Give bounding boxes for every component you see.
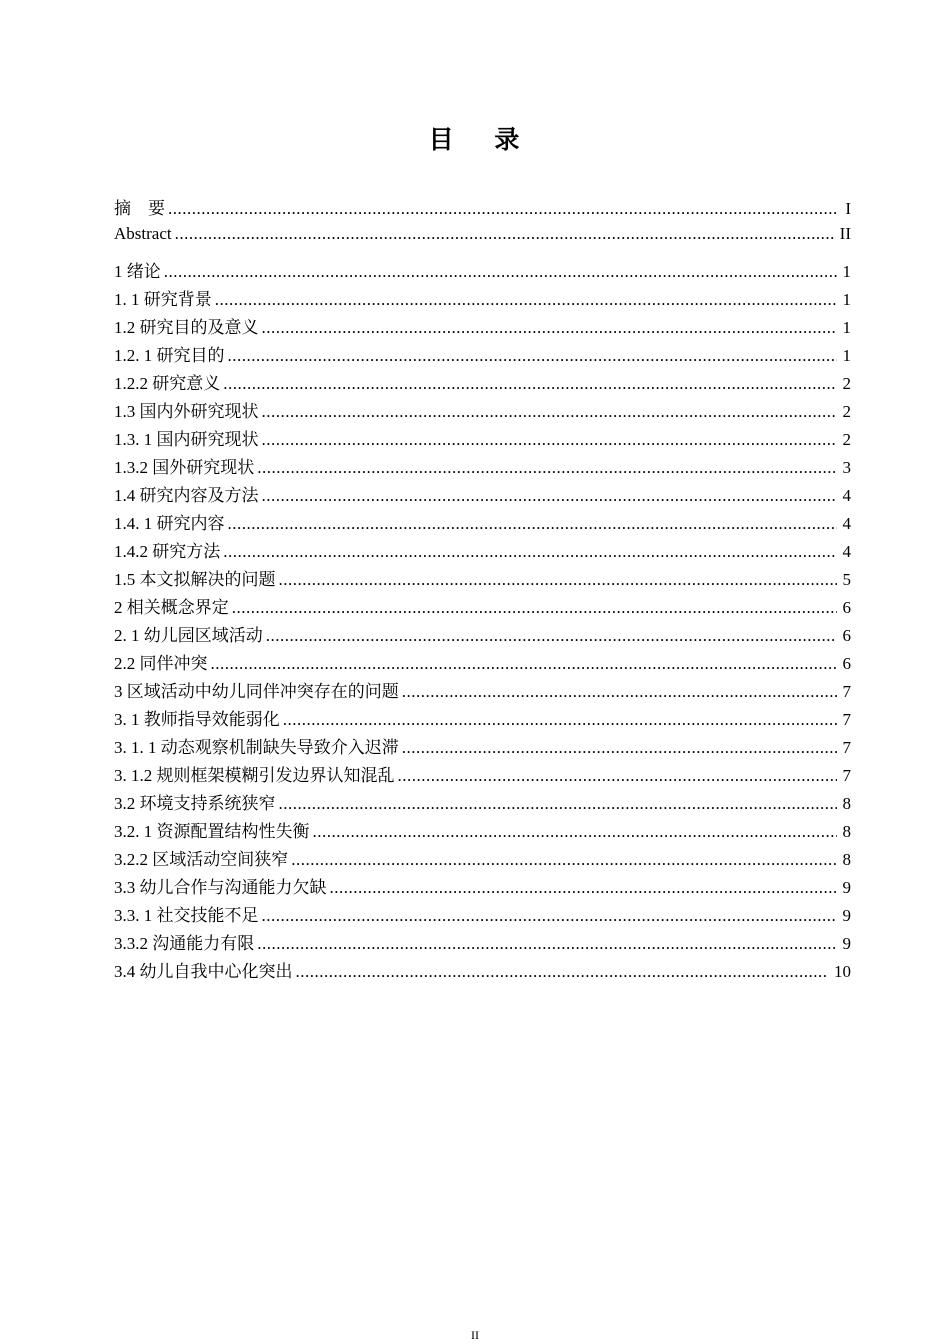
toc-leader-dots	[296, 962, 829, 982]
toc-entry-page: 6	[842, 654, 851, 673]
toc-entry-label: 3.3. 1 社交技能不足	[114, 906, 259, 925]
toc-entry[interactable]	[114, 194, 851, 219]
toc-entry-page: 5	[842, 570, 851, 589]
toc-entry-label: 1.2.2 研究意义	[114, 374, 221, 393]
toc-entry[interactable]	[114, 285, 851, 310]
toc-entry[interactable]	[114, 593, 851, 618]
toc-entry-label: 2. 1 幼儿园区域活动	[114, 626, 263, 645]
toc-entry-page: 4	[842, 542, 851, 561]
toc-entry-page: 9	[842, 934, 851, 953]
toc-leader-dots	[262, 486, 837, 506]
toc-entry-label: 3.3.2 沟通能力有限	[114, 934, 255, 953]
toc-entry[interactable]	[114, 257, 851, 282]
toc-entry[interactable]	[114, 425, 851, 450]
toc-entry-label: 1 绪论	[114, 262, 161, 281]
toc-entry[interactable]	[114, 453, 851, 478]
toc-entry-label: 1.3. 1 国内研究现状	[114, 430, 259, 449]
toc-leader-dots	[164, 262, 837, 282]
toc-entry[interactable]	[114, 873, 851, 898]
toc-leader-dots	[402, 682, 837, 702]
toc-entry[interactable]	[114, 509, 851, 534]
toc-entry-label: 3.2 环境支持系统狭窄	[114, 794, 276, 813]
toc-entry[interactable]	[114, 817, 851, 842]
toc-entry[interactable]	[114, 397, 851, 422]
toc-entry-page: 6	[842, 626, 851, 645]
toc-leader-dots	[398, 766, 837, 786]
toc-entry-page: 2	[842, 402, 851, 421]
toc-entry-page: 2	[842, 430, 851, 449]
toc-entry-label: 3.2. 1 资源配置结构性失衡	[114, 822, 310, 841]
toc-leader-dots	[279, 570, 837, 590]
toc-entry-page: I	[845, 199, 851, 218]
toc-entry-page: 1	[842, 290, 851, 309]
toc-leader-dots	[283, 710, 837, 730]
toc-entry[interactable]	[114, 733, 851, 758]
toc-entry[interactable]	[114, 537, 851, 562]
toc-entry-page: 9	[842, 878, 851, 897]
toc-leader-dots	[257, 934, 836, 954]
toc-title: 目 录	[428, 125, 522, 154]
toc-entry[interactable]	[114, 677, 851, 702]
toc-entry-label: 1.4 研究内容及方法	[114, 486, 259, 505]
toc-entry-page: 8	[842, 850, 851, 869]
toc-entry-label: 3.4 幼儿自我中心化突出	[114, 962, 293, 981]
toc-entry[interactable]	[114, 705, 851, 730]
toc-entry-page: 9	[842, 906, 851, 925]
toc-leader-dots	[257, 458, 836, 478]
toc-leader-dots	[175, 224, 834, 244]
toc-entry-label: 3. 1. 1 动态观察机制缺失导致介入迟滞	[114, 738, 399, 757]
toc-leader-dots	[330, 878, 837, 898]
toc-leader-dots	[279, 794, 837, 814]
toc-entry-label: 1.2 研究目的及意义	[114, 318, 259, 337]
toc-entry-page: 10	[834, 962, 851, 981]
toc-leader-dots	[228, 346, 837, 366]
toc-entry[interactable]	[114, 649, 851, 674]
toc-leader-dots	[262, 318, 837, 338]
toc-leader-dots	[223, 374, 836, 394]
toc-leader-dots	[262, 402, 837, 422]
toc-entry-label: 1.3.2 国外研究现状	[114, 458, 255, 477]
toc-entry-label: 3. 1.2 规则框架模糊引发边界认知混乱	[114, 766, 395, 785]
toc-entry-label: 摘 要	[114, 199, 165, 218]
toc-entry-page: II	[839, 224, 851, 243]
toc-leader-dots	[168, 199, 839, 219]
toc-entry[interactable]	[114, 313, 851, 338]
toc-leader-dots	[215, 290, 837, 310]
toc-entry[interactable]	[114, 929, 851, 954]
toc-entry[interactable]	[114, 789, 851, 814]
toc-leader-dots	[313, 822, 837, 842]
toc-entry[interactable]	[114, 481, 851, 506]
toc-entry[interactable]	[114, 341, 851, 366]
toc-entry-page: 8	[842, 822, 851, 841]
toc-leader-dots	[266, 626, 837, 646]
toc-entry-page: 7	[842, 682, 851, 701]
toc-leader-dots	[232, 598, 837, 618]
toc-entry[interactable]	[114, 369, 851, 394]
toc-entry-label: Abstract	[114, 224, 172, 243]
toc-entry-page: 4	[842, 514, 851, 533]
toc-entry-page: 7	[842, 766, 851, 785]
toc-entry-page: 1	[842, 318, 851, 337]
toc-entry[interactable]	[114, 224, 851, 244]
toc-entry[interactable]	[114, 761, 851, 786]
toc-entry-label: 1.5 本文拟解决的问题	[114, 570, 276, 589]
toc-leader-dots	[262, 430, 837, 450]
toc-entry-page: 6	[842, 598, 851, 617]
toc-entry-label: 1.4. 1 研究内容	[114, 514, 225, 533]
toc-entry-label: 2 相关概念界定	[114, 598, 229, 617]
toc-entry-page: 3	[842, 458, 851, 477]
toc-entry[interactable]	[114, 957, 851, 982]
toc-entry-page: 2	[842, 374, 851, 393]
toc-entry-page: 1	[842, 346, 851, 365]
page-footer-number: II	[471, 1328, 479, 1342]
toc-entry-page: 7	[842, 738, 851, 757]
toc-entry[interactable]	[114, 845, 851, 870]
toc-entry-label: 1.2. 1 研究目的	[114, 346, 225, 365]
toc-entry-page: 4	[842, 486, 851, 505]
toc-leader-dots	[402, 738, 837, 758]
toc-leader-dots	[211, 654, 837, 674]
toc-entry-label: 3.3 幼儿合作与沟通能力欠缺	[114, 878, 327, 897]
toc-entry-page: 1	[842, 262, 851, 281]
toc-entry[interactable]	[114, 621, 851, 646]
toc-entry-label: 1.4.2 研究方法	[114, 542, 221, 561]
toc-entry-label: 2.2 同伴冲突	[114, 654, 208, 673]
toc-entry-page: 8	[842, 794, 851, 813]
toc-entry-label: 1.3 国内外研究现状	[114, 402, 259, 421]
toc-leader-dots	[262, 906, 837, 926]
toc-entry-label: 3 区域活动中幼儿同伴冲突存在的问题	[114, 682, 399, 701]
toc-entry[interactable]	[114, 565, 851, 590]
toc-entry-label: 3. 1 教师指导效能弱化	[114, 710, 280, 729]
toc-entry-label: 3.2.2 区域活动空间狭窄	[114, 850, 289, 869]
toc-entry[interactable]	[114, 901, 851, 926]
toc-entry-label: 1. 1 研究背景	[114, 290, 212, 309]
toc-leader-dots	[291, 850, 836, 870]
toc-leader-dots	[223, 542, 836, 562]
toc-leader-dots	[228, 514, 837, 534]
toc-entry-page: 7	[842, 710, 851, 729]
